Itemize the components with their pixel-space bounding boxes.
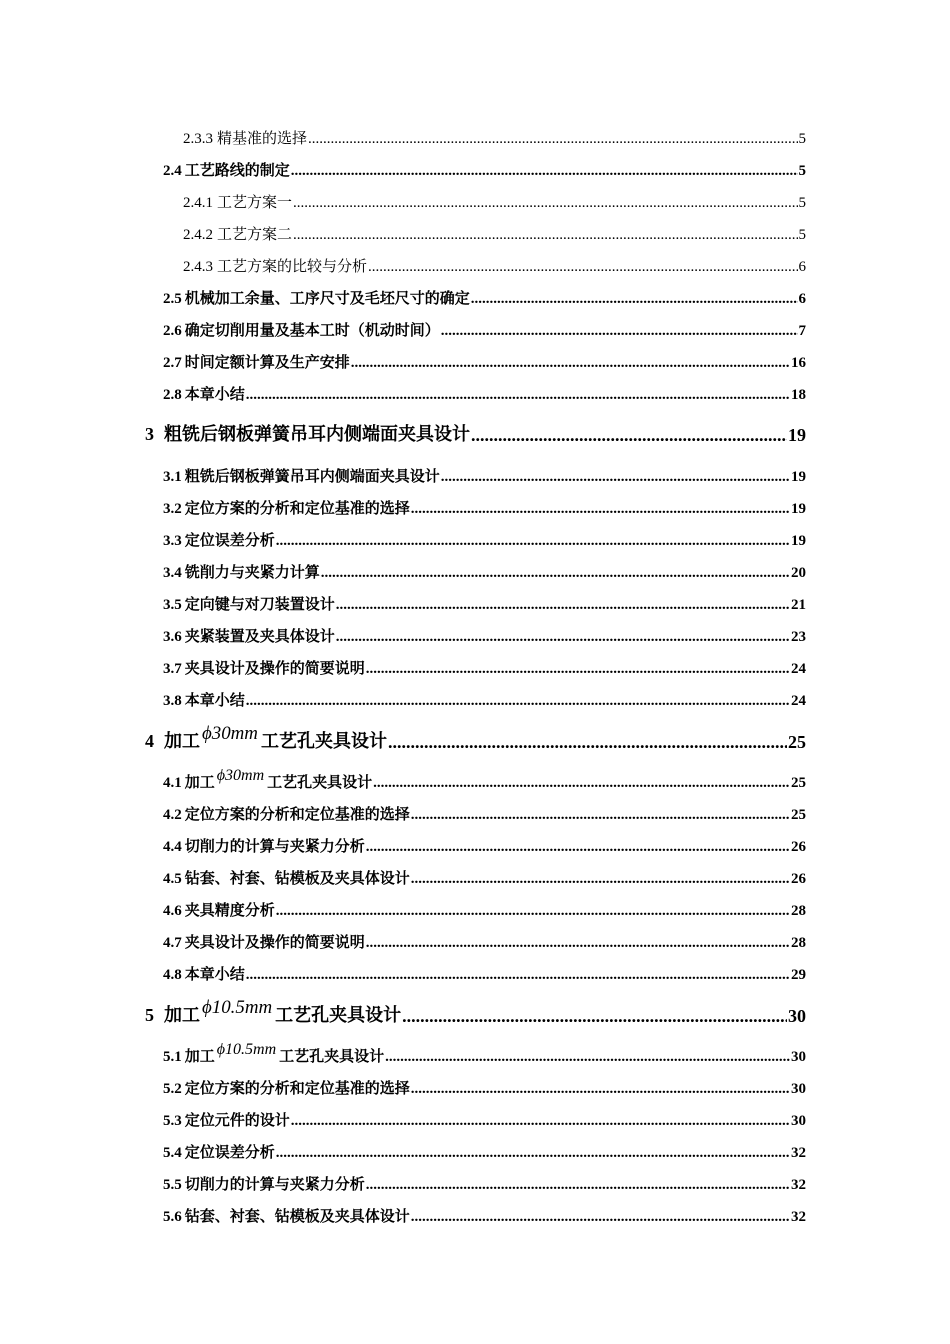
toc-entry-title: 工艺方案的比较与分析 [217,259,368,275]
toc-entry-label [183,191,292,212]
toc-entry-title: 定位方案的分析和定位基准的选择 [184,807,410,823]
toc-page-number: 25 [788,732,806,752]
toc-entry-label [163,1077,410,1098]
toc-entry-label [163,529,275,550]
toc-entry-number: 3.7 [163,661,182,677]
toc-page-number: 30 [788,1006,806,1026]
toc-dot-leader [291,163,798,180]
toc-entry[interactable] [163,466,806,486]
toc-entry-number: 3.6 [163,629,182,645]
toc-page-number: 5 [798,227,806,243]
toc-page-number: 19 [788,425,806,445]
toc-entry-title: 夹具精度分析 [184,903,275,919]
toc-entry-number: 3.1 [163,469,182,485]
toc-entry-number: 4.4 [163,839,182,855]
toc-dot-leader [471,291,798,308]
toc-entry-title: 定位方案的分析和定位基准的选择 [184,501,410,517]
toc-dot-leader [471,425,787,446]
toc-dot-leader [411,1081,790,1098]
toc-entry[interactable] [163,804,806,824]
toc-entry-number: 3.2 [163,501,182,517]
toc-entry-label [163,657,365,678]
toc-entry[interactable] [163,562,806,582]
toc-entry[interactable] [163,626,806,646]
toc-page-number: 32 [791,1209,806,1225]
toc-page-number: 30 [791,1113,806,1129]
toc-page-number: 24 [791,661,806,677]
toc-entry-label [163,1109,290,1130]
toc-page-number: 6 [798,291,806,307]
toc-dot-leader [411,1209,790,1226]
toc-entry[interactable] [163,836,806,856]
toc-entry-title: 时间定额计算及生产安排 [184,355,350,371]
toc-entry[interactable] [183,256,806,276]
toc-dot-leader [291,1113,790,1130]
toc-entry[interactable] [163,384,806,404]
toc-entry-label [163,931,365,952]
toc-entry-title: 工艺孔夹具设计 [275,1005,402,1025]
toc-dot-leader [411,807,790,824]
toc-entry-title: 本章小结 [184,387,245,403]
toc-entry-label [163,159,290,180]
toc-dot-leader [366,661,790,678]
toc-page-number: 18 [791,387,806,403]
toc-page-number: 16 [791,355,806,371]
toc-entry-title: 定位误差分析 [184,1145,275,1161]
toc-entry[interactable] [163,288,806,308]
toc-entry[interactable] [163,658,806,678]
toc-entry-label [163,867,410,888]
toc-entry-number: 5.2 [163,1081,182,1097]
toc-entry-number: 3.4 [163,565,182,581]
toc-entry-number: 3.5 [163,597,182,613]
toc-entry-title: 定位元件的设计 [184,1113,290,1129]
toc-entry-title: 定位误差分析 [184,533,275,549]
toc-page-number: 19 [791,501,806,517]
toc-entry[interactable] [163,1078,806,1098]
toc-entry-number: 3.8 [163,693,182,709]
toc-dot-leader [246,387,790,404]
toc-entry-title: 夹具设计及操作的简要说明 [184,935,365,951]
toc-entry-number: 4.1 [163,775,182,791]
toc-entry-number: 4.7 [163,935,182,951]
toc-dot-leader [441,469,790,486]
toc-dot-leader [366,1177,790,1194]
toc-entry[interactable] [163,690,806,710]
toc-dot-leader [276,1145,790,1162]
toc-page-number: 25 [791,807,806,823]
toc-entry-number: 2.6 [163,323,182,339]
toc-entry-title: 本章小结 [184,693,245,709]
toc-entry-number: 4.2 [163,807,182,823]
toc-dot-leader [351,355,790,372]
toc-entry-number: 2.8 [163,387,182,403]
toc-entry-label [163,319,440,340]
toc-entry-label [145,997,402,1027]
toc-chapter-entry[interactable] [145,997,806,1027]
toc-page-number: 5 [798,163,806,179]
toc-entry-title: 粗铣后钢板弹簧吊耳内侧端面夹具设计 [164,424,470,444]
toc-dot-leader [368,259,797,276]
toc-dot-leader [373,775,790,792]
toc-entry[interactable] [163,1142,806,1162]
toc-page-number: 26 [791,839,806,855]
toc-page-number: 32 [791,1145,806,1161]
toc-entry-title: 切削力的计算与夹紧力分析 [184,839,365,855]
toc-entry-label [163,1173,365,1194]
toc-entry-title: 精基准的选择 [217,131,308,147]
toc-entry-label [163,1205,410,1226]
toc-dot-leader [336,629,790,646]
toc-page-number: 26 [791,871,806,887]
toc-dot-leader [366,839,790,856]
toc-entry-number: 5.4 [163,1145,182,1161]
toc-page-number: 6 [798,259,806,275]
toc-page-number: 29 [791,967,806,983]
toc-page-number: 7 [798,323,806,339]
toc-entry-number: 2.7 [163,355,182,371]
toc-dot-leader [366,935,790,952]
toc-entry-title: 工艺孔夹具设计 [260,731,387,751]
toc-entry[interactable] [163,1206,806,1226]
toc-entry-title: 定位方案的分析和定位基准的选择 [184,1081,410,1097]
toc-entry-number: 5.5 [163,1177,182,1193]
toc-entry-prefix: 加工 [164,731,200,751]
toc-entry-label [163,561,320,582]
toc-entry-label [163,689,245,710]
toc-entry[interactable] [163,352,806,372]
toc-entry-label [183,255,367,276]
toc-entry[interactable] [163,594,806,614]
toc-entry-number: 2.3.3 [183,131,213,147]
toc-entry-label [163,803,410,824]
toc-dot-leader [246,967,790,984]
toc-entry[interactable] [183,128,806,148]
toc-dot-leader [308,131,797,148]
toc-entry-number: 3 [145,424,154,444]
toc-entry-number: 3.3 [163,533,182,549]
toc-entry-number: 5 [145,1005,154,1025]
toc-entry[interactable] [163,320,806,340]
toc-page-number: 5 [798,131,806,147]
toc-entry-label [163,899,275,920]
toc-entry-label [163,963,245,984]
toc-entry[interactable] [163,900,806,920]
toc-page-number: 30 [791,1049,806,1065]
toc-entry-title: 本章小结 [184,967,245,983]
toc-entry[interactable] [163,932,806,952]
toc-entry-title: 铣削力与夹紧力计算 [184,565,320,581]
toc-dot-leader [388,732,787,753]
toc-page-number: 23 [791,629,806,645]
toc-dot-leader [402,1006,787,1027]
toc-page-number: 19 [791,469,806,485]
toc-dot-leader [276,533,790,550]
toc-page-number: 28 [791,903,806,919]
toc-entry[interactable] [163,1041,806,1066]
toc-dot-leader [321,565,790,582]
toc-entry[interactable] [163,498,806,518]
toc-page-number: 20 [791,565,806,581]
toc-dot-leader [293,195,797,212]
toc-entry-label [183,223,292,244]
toc-entry-number: 5.3 [163,1113,182,1129]
toc-entry-label [163,465,440,486]
toc-entry-label [163,767,373,792]
toc-entry-title: 钻套、衬套、钻模板及夹具体设计 [184,1209,410,1225]
toc-entry-label [163,625,335,646]
toc-entry[interactable] [163,1174,806,1194]
toc-entry[interactable] [163,964,806,984]
toc-entry-label [163,593,335,614]
toc-entry-title: 确定切削用量及基本工时（机动时间） [184,323,440,339]
toc-dot-leader [276,903,790,920]
toc-dot-leader [411,871,790,888]
toc-entry-label [163,1141,275,1162]
toc-entry-label [163,383,245,404]
toc-entry-title: 夹具设计及操作的简要说明 [184,661,365,677]
toc-entry[interactable] [163,530,806,550]
toc-entry-label [145,420,470,446]
toc-entry-prefix: 加工 [184,1049,215,1065]
toc-page-number: 21 [791,597,806,613]
toc-entry[interactable] [163,160,806,180]
toc-entry-title: 粗铣后钢板弹簧吊耳内侧端面夹具设计 [184,469,440,485]
toc-entry-number: 4.8 [163,967,182,983]
toc-entry-number: 4.6 [163,903,182,919]
toc-dot-leader [411,501,790,518]
toc-entry-label [163,351,350,372]
toc-entry[interactable] [163,767,806,792]
toc-entry-number: 2.4.1 [183,195,213,211]
toc-entry-number: 2.4.3 [183,259,213,275]
toc-entry-title: 切削力的计算与夹紧力分析 [184,1177,365,1193]
toc-dot-leader [385,1049,790,1066]
toc-entry-number: 5.6 [163,1209,182,1225]
toc-dot-leader [246,693,790,710]
toc-entry-number: 2.5 [163,291,182,307]
toc-entry-label [163,1041,385,1066]
toc-dot-leader [441,323,798,340]
toc-entry-title: 工艺路线的制定 [184,163,290,179]
toc-entry-title: 定向键与对刀装置设计 [184,597,335,613]
toc-page-number: 24 [791,693,806,709]
toc-entry-symbol: ϕ10.5mm [202,997,273,1018]
toc-entry-label [163,497,410,518]
toc-entry-title: 工艺孔夹具设计 [267,775,373,791]
toc-entry-prefix: 加工 [164,1005,200,1025]
toc-entry[interactable] [183,224,806,244]
toc-entry[interactable] [163,1110,806,1130]
toc-entry[interactable] [163,868,806,888]
toc-entry-label [163,835,365,856]
toc-page-number: 30 [791,1081,806,1097]
toc-page-number: 32 [791,1177,806,1193]
toc-entry-number: 4 [145,731,154,751]
toc-entry-title: 机械加工余量、工序尺寸及毛坯尺寸的确定 [184,291,470,307]
toc-entry-number: 2.4 [163,163,182,179]
toc-entry-symbol: ϕ30mm [202,723,258,744]
toc-entry-symbol: ϕ10.5mm [216,1041,277,1058]
toc-entry-number: 4.5 [163,871,182,887]
toc-dot-leader [293,227,797,244]
toc-page-number: 19 [791,533,806,549]
toc-entry-label [183,127,307,148]
toc-entry-title: 工艺孔夹具设计 [279,1049,385,1065]
toc-entry-label [145,723,387,753]
toc-dot-leader [336,597,790,614]
toc-page-number: 28 [791,935,806,951]
toc-entry-title: 工艺方案一 [217,195,293,211]
toc-entry[interactable] [183,192,806,212]
toc-entry-title: 钻套、衬套、钻模板及夹具体设计 [184,871,410,887]
toc-chapter-entry[interactable] [145,723,806,753]
toc-entry-title: 夹紧装置及夹具体设计 [184,629,335,645]
toc-entry-prefix: 加工 [184,775,215,791]
toc-page-number: 5 [798,195,806,211]
toc-chapter-entry[interactable] [145,422,806,446]
toc-entry-symbol: ϕ30mm [216,767,265,784]
toc-entry-number: 5.1 [163,1049,182,1065]
toc-entry-label [163,287,470,308]
toc-entry-number: 2.4.2 [183,227,213,243]
toc-entry-title: 工艺方案二 [217,227,293,243]
toc-page-number: 25 [791,775,806,791]
